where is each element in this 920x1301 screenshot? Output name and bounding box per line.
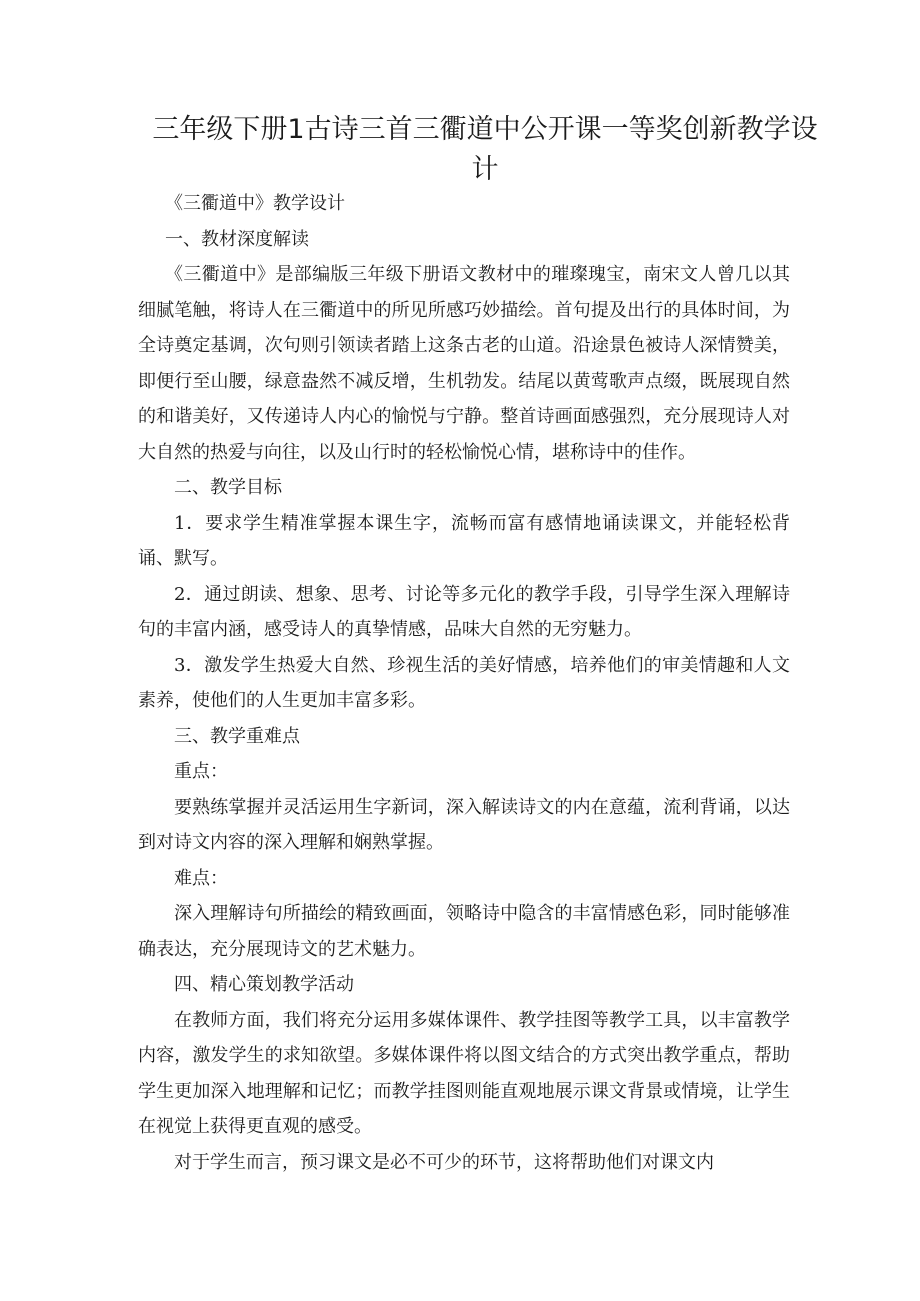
document-title: 三年级下册1古诗三首三衢道中公开课一等奖创新教学设计	[152, 114, 818, 185]
paragraph-teacher-prep: 在教师方面，我们将充分运用多媒体课件、教学挂图等教学工具，以丰富教学内容，激发学生的求知欲望。多媒体课件将以图文结合的方式突出教学重点，帮助学生更加深入地理解和记忆；而教学挂图则能直观地展示课文背景或情境，让学生在视觉上获得更直观的感受。	[138, 1009, 790, 1137]
difficulty-text: 深入理解诗句所描绘的精致画面，领略诗中隐含的丰富情感色彩，同时能够准确表达，充分展现诗文的艺术魅力。	[138, 903, 790, 960]
key-point-text: 要熟练掌握并灵活运用生字新词，深入解读诗文的内在意蕴，流利背诵，以达到对诗文内容的深入理解和娴熟掌握。	[138, 796, 790, 853]
document-body	[138, 186, 790, 1180]
goal-item-1: 1．要求学生精准掌握本课生字，流畅而富有感情地诵读课文，并能轻松背诵、默写。	[138, 512, 790, 569]
goal-item-2: 2．通过朗读、想象、思考、讨论等多元化的教学手段，引导学生深入理解诗句的丰富内涵，感受诗人的真挚情感，品味大自然的无穷魅力。	[138, 583, 790, 640]
key-point-label: 重点：	[174, 761, 228, 782]
paragraph-student-prep: 对于学生而言，预习课文是必不可少的环节，这将帮助他们对课文内	[174, 1151, 714, 1173]
difficulty-label: 难点：	[174, 867, 228, 889]
section-heading-2: 二、教学目标	[174, 477, 282, 498]
section-heading-1: 一、教材深度解读	[165, 228, 309, 250]
section-heading-3: 三、教学重难点	[174, 725, 300, 747]
section-heading-4: 四、精心策划教学活动	[174, 974, 354, 995]
paragraph-textbook-analysis: 《三衢道中》是部编版三年级下册语文教材中的璀璨瑰宝，南宋文人曾几以其细腻笔触，将诗人在三衢道中的所见所感巧妙描绘。首句提及出行的具体时间，为全诗奠定基调，次句则引领读者踏上这条古老的山道。沿途景色被诗人深情赞美，即便行至山腰，绿意盎然不减反增，生机勃发。结尾以黄莺歌声点缀，既展现自然的和谐美好，又传递诗人内心的愉悦与宁静。整首诗画面感强烈，充分展现诗人对大自然的热爱与向往，以及山行时的轻松愉悦心情，堪称诗中的佳作。	[138, 264, 790, 463]
goal-item-3: 3．激发学生热爱大自然、珍视生活的美好情感，培养他们的审美情趣和人文素养，使他们的人生更加丰富多彩。	[138, 654, 790, 711]
design-heading: 《三衢道中》教学设计	[165, 193, 345, 214]
